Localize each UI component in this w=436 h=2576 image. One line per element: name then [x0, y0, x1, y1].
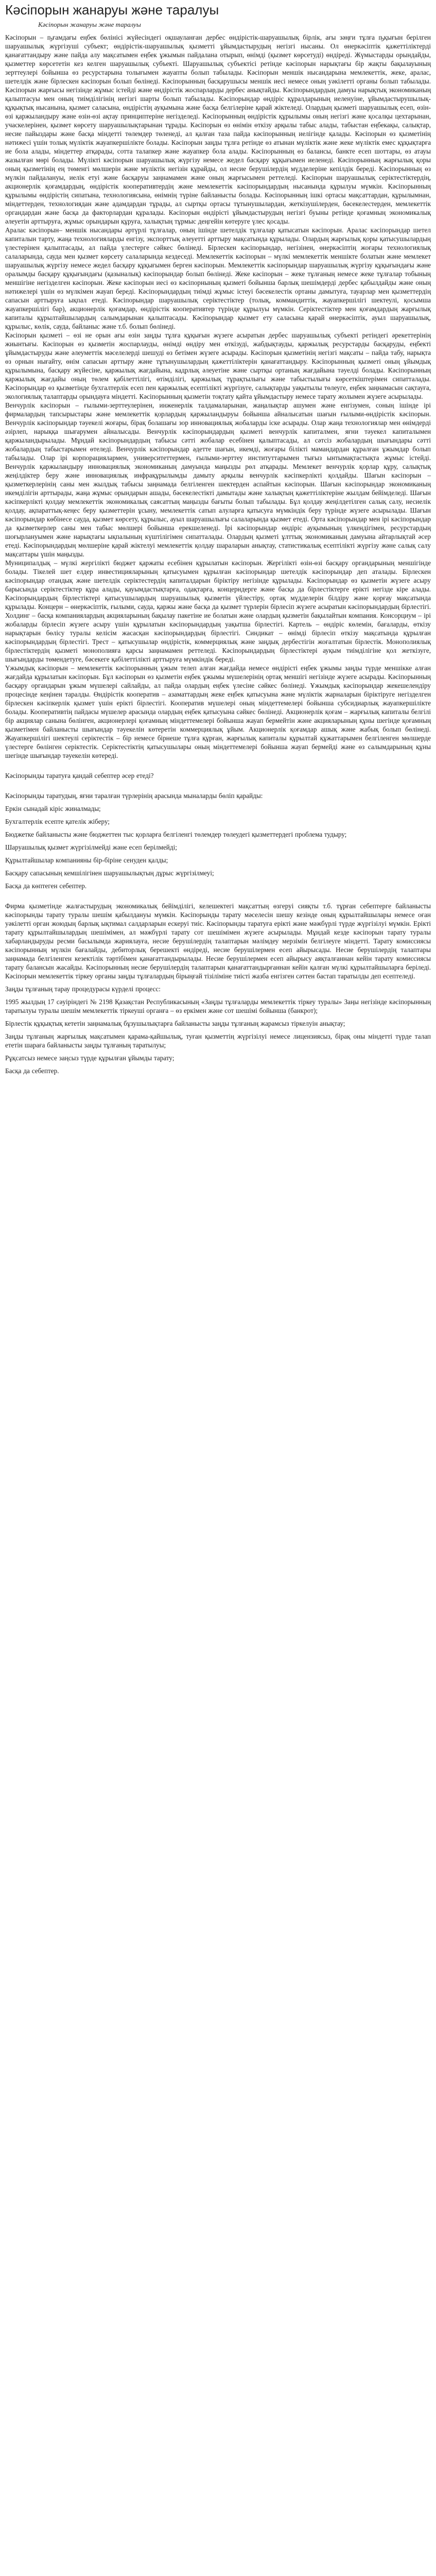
page-title: Кәсіпорын жанаруы және таралуы: [5, 2, 219, 18]
list-item: Бухгалтерлік есепте қателік жіберу;: [5, 818, 110, 825]
section-heading: Кәсіпорынды таратуға қандай себептер әсер етеді?: [5, 772, 154, 779]
list-item: Басқару сапасының кемшілігінен шаруашылықтың дұрыс жүргізілмеуі;: [5, 869, 214, 877]
list-item: Басқа да көптеген себептер.: [5, 882, 87, 890]
paragraph: Үжымдық кәсіпорын – мемлекеттік кәсіпорынның ұжым телеп алған жағдайда немесе өндірісті еңбек ұжымы заңды түрде меншікке алған жағдайда құрылатын кәсіпорын. Бұл кәсіпорын өз қызметін еңбек ұжымы мүшелерінің ортақ меншігі негізінде жүзеге асырады. Кәсіпорынның басқару органдарын ұжым мүшелері сайлайды, ал пайда олардың еңбек үлесіне сәйкес бөлінеді. Ұжымдық кәсіпорындар жекешелендіру процесінде кеңінен таралды. Өндірістік кооператив – азаматтардың жеке еңбек қатысуына және мүліктік жарналарын біріктіруге негізделген бірлескен кәсіпкерлік қызмет үшін ерікті бірлестігі. Кооператив мүшелері оның міндеттемелері бойынша субсидиарлық жауапкершілікте болады. Кооперативтің пайдасы мүшелер арасында олардың еңбек қатысуына сәйкес бөлінеді. Акционерлік қоғам – жарғылық капиталы белгілі бір акциялар санына бөлінген, акционерлері қоғамның міндеттемелері бойынша жауап бермейтін және акцияларының құны шегінде қоғамның қызметімен байланысты шығындар тәуекелін көтеретін коммерциялық ұйым. Акционерлік қоғамдар ашық және жабық болып бөлінеді. Жауапкершілігі шектеулі серіктестік – бір немесе бірнеше тұлға құрған, жарғылық капиталы құрылтай құжаттарымен белгіленген мөлшерде үлестерге бөлінген серіктестік. Серіктестіктің қатысушылары оның міндеттемелері бойынша жауап бермейді және өз салымдарының құны шегінде шығындар тәуекелін көтереді.: [5, 664, 431, 759]
list-item: 1995 жылдың 17 сәуіріндегі № 2198 Қазақстан Республикасының «Заңды тұлғаларды мемлекеттік тіркеу туралы» Заңы негізінде кәсіпорынның таратылуы туралы шешім мемлекеттік тіркеуші органға – өз еркімен және сот шешімі бойынша (банкрот);: [5, 998, 431, 1014]
list-item: Бірлестік құқықтық кететін заңнамалық бұзушылықтарға байланысты заңды тұлғаның жарамсыз тіркелуін анықтау;: [5, 1020, 345, 1027]
list-item: Заңды тұлғаның жарғылық мақсатымен қарама-қайшылық, туған қызметтің жүргізілуі немесе лицензиясыз, бірақ оны міндетті түрде талап ететін шараға байланысты заңды тұлғаның таратылуы;: [5, 1032, 431, 1049]
paragraph: Венчурлік кәсіпорын – ғылыми-зерттеулерінен, инженерлік талдамаларынан, жаңалықтар ашумен және енгізумен, соның ішінде ірі фирмалардың тапсырыстары және мемлекеттік қорлардың қаржыландыруы бойынша айналысатын шағын ғылыми-өндірістік кәсіпорын. Венчурлік кәсіпорындар тәуекелі жоғары, бірақ болашағы зор инновациялық жобаларды іске асырады. Олар жаңа технологиялар мен өнімдерді әзірлеп, нарыққа шығарумен айналысады. Венчурлік кәсіпорындардың қызметі венчурлік капиталмен, яғни тәуекел капиталымен қаржыландырылады. Мұндай кәсіпорындардың табысы сәтті жобалар есебінен қалыптасады, ал сәтсіз жобалардың шығындары сәтті жобалардың табыстарымен өтеледі. Венчурлік кәсіпорындар әдетте шағын, икемді, жоғары білікті мамандардан құралған ұжымдар болып табылады. Олар ірі корпорациялармен, университеттермен, ғылыми-зерттеу институттарымен тығыз ынтымақтастықта жұмыс істейді. Венчурлік қаржыландыру инновациялық экономиканың дамуында маңызды рөл атқарады. Мемлекет венчурлік қорлар құру, салықтық жеңілдіктер беру және инновациялық инфрақұрылымды дамыту арқылы венчурлік кәсіпкерлікті қолдайды. Шағын кәсіпорын – қызметкерлерінің саны мен жылдық табысы заңнамада белгіленген шектерден аспайтын кәсіпорын. Шағын кәсіпорындар экономиканың икемділігін арттырады, жаңа жұмыс орындарын ашады, бәсекелестікті дамытады және халықтың қажеттіліктеріне жылдам бейімделеді. Шағын кәсіпкерлікті қолдау мемлекеттік экономикалық саясаттың маңызды бағыты болып табылады. Бұл қолдау жеңілдетілген салық салу, несиелік қолдау, ақпараттық-кеңес беру қызметтерін ұсыну, мемлекеттік сатып алуларға қатысуға мүмкіндік беру түрінде жүзеге асырылады. Шағын кәсіпорындар көбінесе сауда, қызмет көрсету, құрылыс, ауыл шаруашылығы салаларында қызмет етеді. Орта кәсіпорындар мен ірі кәсіпорындар да қызметкерлер саны мен табыс мөлшері бойынша ерекшеленеді. Ірі кәсіпорындар өндіріс ауқымының үлкендігімен, ресурстардың шоғырлануымен және нарықтағы ықпалының күштілігімен сипатталады. Олардың қызметі ұлттық экономиканың дамуына айтарлықтай әсер етеді. Кәсіпорындардың мөлшеріне қарай жіктелуі мемлекеттік қолдау шараларын анықтау, статистикалық есептілікті жүргізу және салық салу мақсаттары үшін маңызды.: [5, 401, 431, 558]
section-heading: Заңды тұлғаның тарау процедурасы күрделі процесс:: [5, 985, 161, 993]
list-item: Рұқсатсыз немесе заңсыз түрде құрылған ұйымды тарату;: [5, 1054, 175, 1062]
list-item: Еркін сынадай кіріс жиналмады;: [5, 805, 101, 812]
paragraph: Фирма қызметінде жалғастырудың экономикалық бейімділігі, келешектегі мақсаттың өзгеруі сияқты т.б. тұрған себептерге байланысты кәсіпорынды тарату туралы шешім қабылдануы мүмкін. Кәсіпорынды тарату мәселесін шешу кезінде оның құрылтайшылары немесе оған уәкілетті орган жоюдың барлық ықтимал салдарларын ескеруі тиіс. Кәсіпорынды таратуға ерікті және мәжбүрлі түрде жүргізілуі мүмкін. Ерікті тарату құрылтайшылардың шешімімен, ал мәжбүрлі тарату сот шешімімен жүзеге асырылады. Мұндай кезде кәсіпорын тарату туралы хабарландыруды ресми басылымда жариялауға, несие берушілердің талаптарын мәлімдеу мерзімін белгілеуге міндетті. Тарату комиссиясы кәсіпорынның мүлкін бағалайды, дебиторлық берешекті өндіреді, несие берушілермен есеп айырысады. Несие берушілердің талаптары заңнамада белгіленген кезектілік тәртібімен қанағаттандырылады. Несие берушілермен есеп айырысу аяқталғаннан кейін тарату комиссиясы тарату балансын жасайды. Кәсіпорынның несие берушілердің талаптарын қанағаттандырғаннан кейін қалған мүлкі құрылтайшыларға беріледі. Кәсіпорын мемлекеттік тіркеу органы заңды тұлғалардың бірыңғай тізіліміне тиісті жазба енгізген сәттен бастап таратылды деп есептеледі.: [5, 902, 431, 980]
list-item: Бюджетке байланысты және бюджеттен тыс қорларға белгіленгі төлемдер төлеудегі қызметтердегі проблема тудыру;: [5, 831, 347, 838]
list-item: Құрылтайшылар компанияны бір-біріне сенуден қалды;: [5, 856, 168, 864]
list-item: Басқа да себептер.: [5, 1067, 59, 1075]
paragraph: Аралас кәсіпорын– меншік нысандары әртүрлі тұлғалар, оның ішінде шетелдік тұлғалар қатысатын кәсіпорын. Аралас кәсіпорындар шетел капиталын тарту, жаңа технологияларды енгізу, экспорттық әлеуетті арттыру мақсатында құрылады. Олардың жарғылық қоры қатысушылардың үлестерінен қалыптасады, ал пайда үлестерге сәйкес бөлінеді. Бірлескен кәсіпорындар, негізінен, өнеркәсіптің жоғары технологиялық салаларында, сауда мен қызмет көрсету салаларында кездеседі. Мемлекеттік кәсіпорын – мүлкі мемлекеттік меншікте болатын және мемлекет шаруашылық жүргізу немесе жедел басқару құқығымен берген кәсіпорын. Мемлекеттік кәсіпорындар шаруашылық жүргізу құқығындағы және оралымды басқару құқығындағы (қазыналық) кәсіпорындар болып бөлінеді. Жеке кәсіпорын – жеке тұлғаның немесе жеке тұлғалар тобының меншігіне негізделген кәсіпорын. Жеке кәсіпорын иесі өз кәсіпорнының қызметі бойынша барлық шешімдерді дербес қабылдайды және оның нәтижелері үшін өз мүлкімен жауап береді. Кәсіпорындардың тиімді жұмыс істеуі бәсекелестік ортаны дамытуға, тауарлар мен қызметтердің сапасын арттыруға ықпал етеді. Кәсіпорындар шаруашылық серіктестіктер (толық, коммандиттік, жауапкершілігі шектеулі, қосымша жауапкершілігі бар), акционерлік қоғамдар, өндірістік кооперативтер түрінде құрылуы мүмкін. Серіктестіктер мен қоғамдардың жарғылық капиталы құрылтайшылардың салымдарынан қалыптасады. Кәсіпорындар қызмет ету саласына қарай өнеркәсіптік, ауыл шаруашылық, құрылыс, көлік, сауда, байланыс және т.б. болып бөлінеді.: [5, 226, 431, 330]
paragraph: Кәсіпорын қызметі – өзі не орын ағы өзін заңды тұлға құқығын жүзеге асыратын дербес шаруашылық субъекті ретіндегі әрекеттерінің жиынтығы. Кәсіпорын өз қызметін жоспарлауды, өнімді өндіру мен өткізуді, жабдықтауды, қаржылық ресурстарды басқаруды, еңбекті ұйымдастыруды және әлеуметтік мәселелерді шешуді өз бетімен жүзеге асырады. Кәсіпорын қызметінің негізгі мақсаты – пайда табу, нарықта өз орнын нығайту, өнім сапасын арттыру және тұтынушылардың қажеттіліктерін қанағаттандыру. Кәсіпорынның қызметі оның ұйымдық құрылымына, басқару жүйесіне, қаржылық жағдайына, кадрлық әлеуетіне және сыртқы ортаның жағдайына тәуелді болады. Кәсіпорынның қаржылық жағдайы оның төлем қабілеттілігі, өтімділігі, қаржылық тұрақтылығы және табыстылығы көрсеткіштерімен сипатталады. Кәсіпорындар өз қызметінде бухгалтерлік есеп пен қаржылық есептілікті жүргізуге, салықтарды уақытылы төлеуге, еңбек заңнамасын сақтауға, экологиялық талаптарды орындауға міндетті. Кәсіпорынның қызметін тоқтату қайта ұйымдастыру немесе тарату жолымен жүзеге асырылады.: [5, 331, 431, 400]
document-page: [0, 0, 436, 1080]
spacer: [5, 890, 431, 902]
spacer: [5, 780, 431, 791]
page-subtitle: Кәсіпорын жанаруы және таралуы: [38, 21, 141, 28]
paragraph: Кәсіпорын – ҧғамдағы еңбек бөлінісі жүйесіндегі оқшауланған дербес өндірістік-шаруашылық бірлік, ағы зәңғи тұлға ҧқығын берілген шаруашылық жүргізуші субъект; өндірістік-шаруашылық қызметті ұйымдастырудың негізгі нысаны. Ол өнеркәсіптік қажеттіліктерді қанағаттандыру және пайда алу мақсатымен еңбек ұжымын пайдалана отырып, өнімді (қызмет көрсетуді) өндіреді. Жүмыстарды орындайды, қызметтер көрсететін кез келген шаруашылық субъекті. Шаруашылық субъектісі ретінде кәсіпорын нарықтағы бір жақты бақылауының зерттеулері бойынша өз ресурстарына толығымен жауапты болып табылады. Кәсіпорын меншік нысандарына мемлекеттік, жеке, аралас, шетелдік және бірлескен кәсіпорын болып бөлінеді. Кәсіпорынның басқарушысы меншік иесі немесе оның уәкілетті органы болып табылады. Кәсіпорын жарғысы негізінде жұмыс істейді және өндірістік жоспарларды дербес анықтайды. Кәсіпорындардың дамуы нарықтық экономиканың қалыптасуы мен оның тиімділігінің негізгі шарты болып табылады. Кәсіпорындар өндіріс құралдарының иеленуіне, ұйымдастырушылық-құқықтық нысанына, қызмет саласына, өндірістің ауқымына және басқа белгілеріне қарай жіктеледі. Олардың қызметі шаруашылық есеп, өзін-өзі қаржыландыру және өзін-өзі ақтау принциптеріне негізделеді. Кәсіпорынның өндірістік құрылымы оның негізгі және қосалқы цехтарынан, учаскелерінен, қызмет көрсету шаруашылықтарынан тұрады. Кәсіпорын өз өнімін өткізу арқылы табыс алады, табыстан еңбекақы, салықтар, несие пайыздары және басқа міндетті төлемдер төленеді, ал қалған таза пайда кәсіпорынның иелігінде қалады. Кәсіпорын өз қызметінің нәтижесі үшін толық мүліктік жауапкершілікте болады. Кәсіпорын заңды тұлға ретінде өз атынан мүліктік және жеке мүліктік емес құқықтарға ие бола алады, міндеттер атқарады, сотта талапкер және жауапкер бола алады. Кәсіпорынның өз балансы, банкте есеп шоттары, өз атауы жазылған мөрі болады. Мүлікті кәсіпорын шаруашылық жүргізу немесе жедел басқару құқығымен иеленеді. Кәсіпорынның жарғылық қоры оның қызметінің ең төменгі мөлшерін және мүліктік негізін құрайды, ол несие берушілердің мүдделеріне кепілдік береді. Кәсіпорынның өз мүлкін пайдалануы, иелік етуі және басқаруы заңнамамен және оның жарғысымен реттеледі. Кәсіпорын шаруашылық серіктестіктердің, акционерлік қоғамдардың, өндірістік кооперативтердің және мемлекеттік кәсіпорындардың нысанында құрылуы мүмкін. Кәсіпорынның құрылымы өндірістің сипатына, технологиясына, өнімнің түріне байланысты болады. Кәсіпорынның ішкі ортасы мақсаттардан, құрылымнан, міндеттерден, технологиядан және адамдардан тұрады, ал сыртқы ортасы тұтынушылардан, жеткізушілерден, бәсекелестерден, мемлекеттік органдардан және басқа да факторлардан құралады. Кәсіпорын өндірісті ұйымдастырудың негізгі буыны ретінде қоғамның экономикалық әлеуетін арттыруға, жұмыс орындарын құруға, халықтың тұрмыс деңгейін көтеруге үлес қосады.: [5, 33, 431, 225]
list-item: Шаруашылық қызмет жүргізілмейді және есеп берілмейді;: [5, 843, 177, 851]
paragraph: Муниципалдық – мүлкі жергілікті бюджет қаржаты есебінен құрылатын кәсіпорын. Жергілікті өзін-өзі басқару органдарының меншігінде болады. Тікелей шет елдер инвестицияларының қатысуымен құрылған кәсіпорындар шетелдік кәсіпорындар деп аталады. Бірлескен кәсіпорындар отандық және шетелдік серіктестердің капиталдарын біріктіру негізінде құрылады. Кәсіпорындар өз қызметін жүзеге асыру барысында серіктестіктер құра алады, қауымдастықтарға, одақтарға, концерндерге және басқа да бірлестіктерге ерікті негізде кіре алады. Кәсіпорындардың бірлестіктері қатысушылардың шаруашылық қызметін үйлестіру, ортақ мүдделерін білдіру және қорғау мақсатында құрылады. Концерн – өнеркәсіптік, ғылыми, сауда, қаржы және басқа да қызмет түрлерін бірлесіп жүзеге асыратын кәсіпорындардың бірлестігі. Холдинг – басқа компаниялардың акцияларының бақылау пакетіне ие болатын және олардың қызметін бақылайтын компания. Консорциум – ірі жобаларды бірлесіп жүзеге асыру үшін құрылатын кәсіпорындардың уақытша бірлестігі. Картель – өндіріс көлемін, бағаларды, өткізу нарықтарын бөлісу туралы келісім жасасқан кәсіпорындардың бірлестігі. Синдикат – өнімді бірлесіп өткізу мақсатында құрылған кәсіпорындардың бірлестігі. Трест – қатысушылар өндірістік, коммерциялық және заңдық дербестігін жоғалтатын бірлестік. Монополиялық бірлестіктердің қызметі монополияға қарсы заңнамамен реттеледі. Кәсіпорындардың бірлестіктері ауқым тиімділігіне қол жеткізуге, шығындарды төмендетуге, бәсекеге қабілеттілікті арттыруға мүмкіндік береді.: [5, 559, 431, 663]
list-item: Кәсіпорынды таратудың, яғни таралған түрлерінің арасында мыналарды бөліп қарайды:: [5, 792, 263, 800]
spacer: [5, 760, 431, 771]
